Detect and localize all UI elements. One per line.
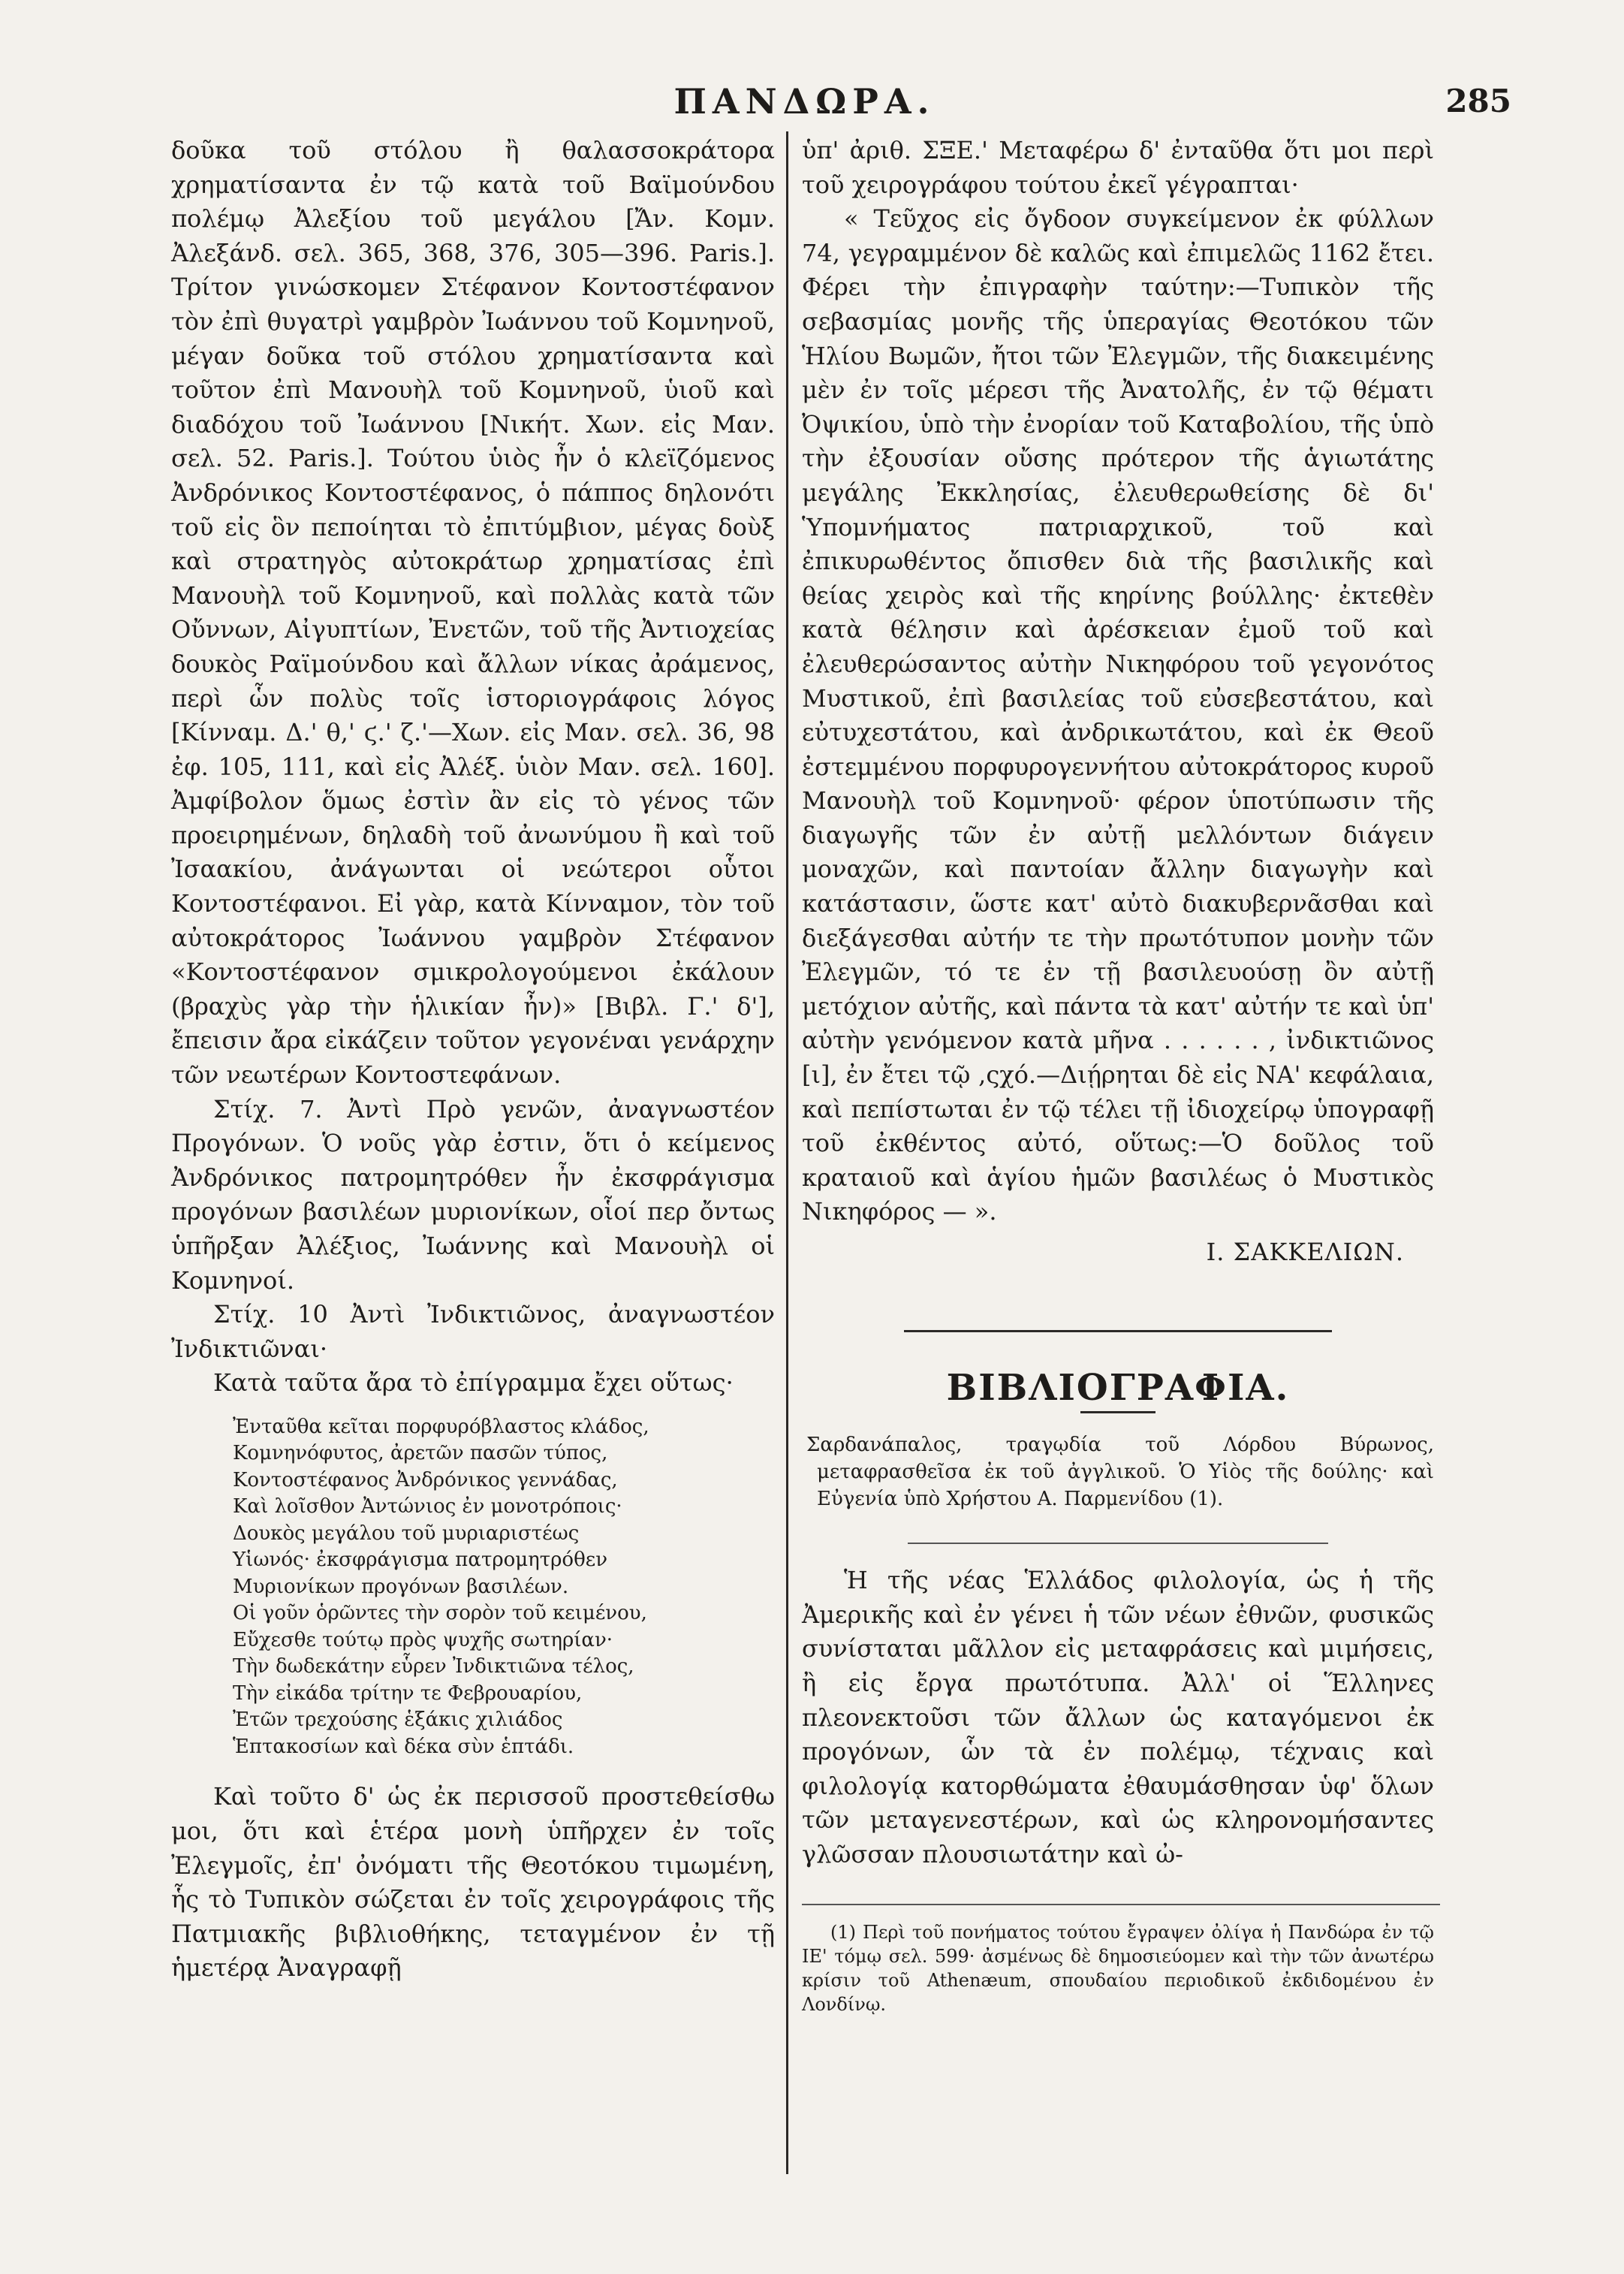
left-paragraph-4: Κατὰ ταῦτα ἄρα τὸ ἐπίγραμμα ἔχει οὕτως· [213,1368,734,1398]
verse-line: Οἱ γοῦν ὁρῶντες τὴν σορὸν τοῦ κειμένου, [233,1602,647,1625]
left-paragraph-3: Στίχ. 10 Ἀντὶ Ἰνδικτιῶνος, ἀναγνωστέον Ἰνδικτιῶναι· [171,1300,775,1363]
title-underline [1080,1411,1155,1413]
book-entry: Σαρδανάπαλος, τραγῳδία τοῦ Λόρδου Βύρωνος, μεταφρασθεῖσα ἐκ τοῦ ἀγγλικοῦ. Ὁ Υἱὸς τῆς δούλης· καὶ Εὐγενία ὑπὸ Χρήστου Α. Παρμενίδου (1). [806,1434,1434,1511]
verse-line: Κομνηνόφυτος, ἀρετῶν πασῶν τύπος, [233,1442,608,1465]
column-divider [786,131,788,2174]
section-title-bibliography: ΒΙΒΛΙΟΓΡΑΦΙΑ. [946,1366,1290,1409]
author-signature: Ι. ΣΑΚΚΕΛΙΩΝ. [1206,1238,1404,1266]
right-paragraph-2: « Τεῦχος εἰς ὄγδοον συγκείμενον ἐκ φύλλων 74, γεγραμμένον δὲ καλῶς καὶ ἐπιμελῶς 1162 ἔτει. Φέρει τὴν ἐπιγραφὴν ταύτην:—Τυπικὸν τῆς σεβασμίας μονῆς τῆς ὑπεραγίας Θεοτόκου τῶν Ἡλίου Βωμῶν, ἤτοι τῶν Ἐλεγμῶν, τῆς διακειμένης μὲν ἐν τοῖς μέρεσι τῆς Ἀνατολῆς, ἐν τῷ θέματι Ὀψικίου, ὑπὸ τὴν ἐνορίαν τοῦ Καταβολίου, τῆς ὑπὸ τὴν ἐξουσίαν οὔσης πρότερον τῆς ἁγιωτάτης μεγάλης Ἐκκλησίας, ἐλευθερωθείσης δὲ δι' Ὑπομνήματος πατριαρχικοῦ, τοῦ καὶ ἐπικυρωθέντος ὄπισθεν διὰ τῆς βασιλικῆς καὶ θείας χειρὸς καὶ τῆς κηρίνης βούλλης· ἐκτεθὲν κατὰ θέλησιν καὶ ἀρέσκειαν ἐμοῦ τοῦ καὶ ἐλευθερώσαντος αὐτὴν Νικηφόρου τοῦ γεγονότος Μυστικοῦ, ἐπὶ βασιλείας τοῦ εὐσεβεστάτου, καὶ εὐτυχεστάτου, καὶ ἀνδρικωτάτου, καὶ ἐκ Θεοῦ ἐστεμμένου πορφυρογεννήτου αὐτοκράτορος κυροῦ Μανουὴλ τοῦ Κομνηνοῦ· φέρον ὑποτύπωσιν τῆς διαγωγῆς τῶν ἐν αὐτῇ μελλόντων διάγειν μοναχῶν, καὶ παντοίαν ἄλλην διαγωγὴν καὶ κατάστασιν, ὥστε κατ' αὐτὸ διακυβερνᾶσθαι καὶ διεξάγεσθαι αὐτήν τε τὴν πρωτότυπον μονὴν τῶν Ἐλεγμῶν, τό τε ἐν τῇ βασιλευούσῃ ὂν αὐτῇ μετόχιον αὐτῆς, καὶ πάντα τὰ κατ' αὐτήν τε καὶ ὑπ' αὐτὴν γενόμενον κατὰ μῆνα . . . . . . , ἰνδικτιῶνος [ι], ἐν ἔτει τῷ ,ςχό.—Διῄρηται δὲ εἰς ΝΑ' κεφάλαια, καὶ πεπίστωται ἐν τῷ τέλει τῇ ἰδιοχείρῳ ὑπογραφῇ τοῦ ἐκθέντος αὐτό, οὕτως:—Ὁ δοῦλος τοῦ κραταιοῦ καὶ ἁγίου ἡμῶν βασιλέως ὁ Μυστικὸς Νικηφόρος — ». [802,204,1434,1226]
verse-line: Ἑπτακοσίων καὶ δέκα σὺν ἑπτάδι. [233,1735,574,1758]
page-number: 285 [1445,83,1511,119]
left-paragraph-1: δοῦκα τοῦ στόλου ἢ θαλασσοκράτορα χρηματίσαντα ἐν τῷ κατὰ τοῦ Βαϊμούνδου πολέμῳ Ἀλεξίου τοῦ μεγάλου [Ἄν. Κομν. Ἀλεξάνδ. σελ. 365, 368, 376, 305—396. Paris.]. Τρίτον γινώσκομεν Στέφανον Κοντοστέφανον τὸν ἐπὶ θυγατρὶ γαμβρὸν Ἰωάννου τοῦ Κομνηνοῦ, μέγαν δοῦκα τοῦ στόλου χρηματίσαντα καὶ τοῦτον ἐπὶ Μανουὴλ τοῦ Κομνηνοῦ, ὑιοῦ καὶ διαδόχου τοῦ Ἰωάννου [Νικήτ. Χων. εἰς Μαν. σελ. 52. Paris.]. Τούτου ὑιὸς ἦν ὁ κλεϊζόμενος Ἀνδρόνικος Κοντοστέφανος, ὁ πάππος δηλονότι τοῦ εἰς ὃν πεποίηται τὸ ἐπιτύμβιον, μέγας δοὺξ καὶ στρατηγὸς αὐτοκράτωρ χρηματίσας ἐπὶ Μανουὴλ τοῦ Κομνηνοῦ, καὶ πολλὰς κατὰ τῶν Οὔννων, Αἰγυπτίων, Ἐνετῶν, τοῦ τῆς Ἀντιοχείας δουκὸς Ραϊμούνδου καὶ ἄλλων νίκας ἀράμενος, περὶ ὧν πολὺς τοῖς ἱστοριογράφοις λόγος [Κίνναμ. Δ.' θ,' ϛ.' ζ.'—Χων. εἰς Μαν. σελ. 36, 98 ἐφ. 105, 111, καὶ εἰς Ἀλέξ. ὑιὸν Μαν. σελ. 160]. Ἀμφίβολον ὅμως ἐστὶν ἂν εἰς τὸ γένος τῶν προειρημένων, δηλαδὴ τοῦ ἀνωνύμου ἢ καὶ τοῦ Ἰσαακίου, ἀνάγωνται οἱ νεώτεροι οὗτοι Κοντοστέφανοι. Εἰ γὰρ, κατὰ Κίνναμον, τὸν τοῦ αὐτοκράτορος Ἰωάννου γαμβρὸν Στέφανον «Κοντοστέφανον σμικρολογούμενοι ἐκάλουν (βραχὺς γὰρ τὴν ἡλικίαν ἦν)» [Βιβλ. Γ.' δ'], ἔπεισιν ἄρα εἰκάζειν τοῦτον γεγονέναι γενάρχην τῶν νεωτέρων Κοντοστεφάνων. [171,136,775,1090]
verse-line: Ἐτῶν τρεχούσης ἑξάκις χιλιάδος [233,1709,563,1732]
right-paragraph-1: ὑπ' ἀριθ. ΣΞΕ.' Μεταφέρω δ' ἐνταῦθα ὅτι μοι περὶ τοῦ χειρογράφου τούτου ἐκεῖ γέγραπται· [802,136,1434,199]
verse-line: Ἐνταῦθα κεῖται πορφυρόβλαστος κλάδος, [233,1415,649,1438]
footnote-separator [802,1904,1440,1905]
verse-line: Μυριονίκων προγόνων βασιλέων. [233,1575,569,1598]
epigram-verse [233,1414,775,1761]
entry-separator [908,1543,1328,1544]
verse-line: Κοντοστέφανος Ἀνδρόνικος γεννάδας, [233,1468,618,1491]
verse-line: Εὔχεσθε τούτῳ πρὸς ψυχῆς σωτηρίαν· [233,1628,613,1651]
verse-line: Τὴν δωδεκάτην εὗρεν Ἰνδικτιῶνα τέλος, [233,1655,634,1678]
left-paragraph-2: Στίχ. 7. Ἀντὶ Πρὸ γενῶν, ἀναγνωστέον Προγόνων. Ὁ νοῦς γὰρ ἐστιν, ὅτι ὁ κείμενος Ἀνδρόνικος πατρομητρόθεν ἦν ἐκσφράγισμα προγόνων βασιλέων μυριονίκων, οἷοί περ ὄντως ὑπῆρξαν Ἀλέξιος, Ἰωάννης καὶ Μανουὴλ οἱ Κομνηνοί. [171,1094,775,1295]
footnote: (1) Περὶ τοῦ πονήματος τούτου ἔγραψεν ὀλίγα ἡ Πανδώρα ἐν τῷ ΙΕ' τόμῳ σελ. 599· ἀσμένως δὲ δημοσιεύομεν καὶ τὴν τῶν ἀνωτέρω κρίσιν τοῦ Athenæum, σπουδαίου περιοδικοῦ ἐκδιδομένου ἐν Λονδίνῳ. [802,1921,1434,2015]
left-column [171,134,775,1986]
verse-line: Δουκὸς μεγάλου τοῦ μυριαριστέως [233,1522,580,1545]
verse-line: Τὴν εἰκάδα τρίτην τε Φεβρουαρίου, [233,1681,583,1705]
verse-line: Υἱωνός· ἐκσφράγισμα πατρομητρόθεν [233,1549,608,1572]
page-header [98,81,1511,134]
verse-line: Καὶ λοῖσθον Ἀντώνιος ἐν μονοτρόποις· [233,1495,622,1519]
right-paragraph-3: Ἡ τῆς νέας Ἑλλάδος φιλολογία, ὡς ἡ τῆς Ἀμερικῆς καὶ ἐν γένει ἡ τῶν νέων ἐθνῶν, φυσικῶς συνίσταται μᾶλλον εἰς μεταφράσεις καὶ μιμήσεις, ἢ εἰς ἔργα πρωτότυπα. Ἀλλ' οἱ Ἕλληνες πλεονεκτοῦσι τῶν ἄλλων ὡς καταγόμενοι ἐκ προγόνων, ὧν τὰ ἐν πολέμῳ, τέχναις καὶ φιλολογίᾳ κατορθώματα ἐθαυμάσθησαν ὑφ' ὅλων τῶν μεταγενεστέρων, καὶ ὡς κληρονομήσαντες γλῶσσαν πλουσιωτάτην καὶ ὠ- [802,1566,1434,1868]
right-column [802,134,1434,2016]
section-separator [904,1330,1332,1332]
left-paragraph-5: Καὶ τοῦτο δ' ὡς ἐκ περισσοῦ προστεθείσθω μοι, ὅτι καὶ ἑτέρα μονὴ ὑπῆρχεν ἐν τοῖς Ἐλεγμοῖς, ἐπ' ὀνόματι τῆς Θεοτόκου τιμωμένη, ἧς τὸ Τυπικὸν σώζεται ἐν τοῖς χειρογράφοις τῆς Πατμιακῆς βιβλιοθήκης, τεταγμένον ἐν τῇ ἡμετέρᾳ Ἀναγραφῇ [171,1782,775,1983]
journal-title: ΠΑΝΔΩΡΑ. [673,81,936,122]
